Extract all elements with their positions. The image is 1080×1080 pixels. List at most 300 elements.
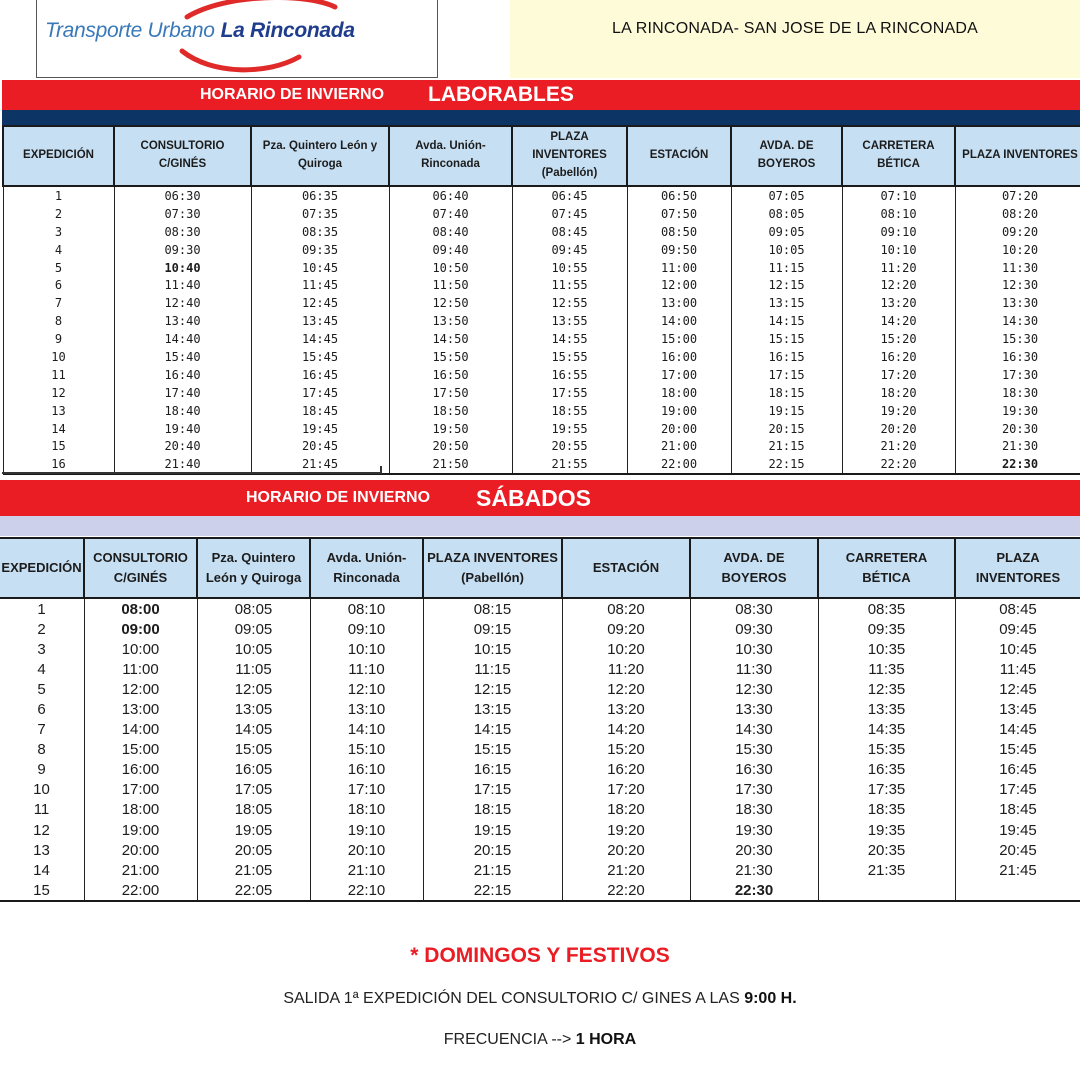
time-cell: 15:45: [251, 348, 389, 366]
time-cell: 17:45: [251, 384, 389, 402]
time-cell: 21:45: [955, 860, 1080, 880]
time-cell: 12:50: [389, 294, 512, 312]
time-cell: 08:30: [690, 598, 818, 619]
time-cell: 17:15: [423, 780, 562, 800]
time-cell: 10:45: [955, 639, 1080, 659]
time-cell: 14:05: [197, 720, 310, 740]
saturdays-column-header: EXPEDICIÓN: [0, 538, 84, 598]
time-cell: 16:30: [690, 760, 818, 780]
table-row: [3, 437, 1080, 455]
time-cell: 13:55: [512, 312, 627, 330]
time-cell: 15:35: [818, 740, 955, 760]
time-cell: 21:40: [114, 455, 251, 474]
time-cell: 10:00: [84, 639, 197, 659]
time-cell: 08:35: [818, 598, 955, 619]
time-cell: 20:45: [251, 437, 389, 455]
trip-number-cell: 11: [3, 366, 114, 384]
time-cell: 16:10: [310, 760, 423, 780]
time-cell: 21:45: [251, 455, 389, 474]
time-cell: 13:45: [251, 312, 389, 330]
time-cell: 10:05: [731, 241, 842, 259]
time-cell: 18:40: [114, 402, 251, 420]
trip-number-cell: 2: [0, 619, 84, 639]
time-cell: 22:20: [562, 880, 690, 901]
time-cell: 14:35: [818, 720, 955, 740]
time-cell: 15:15: [423, 740, 562, 760]
time-cell: 07:40: [389, 205, 512, 223]
time-cell: 08:00: [84, 598, 197, 619]
time-cell: 14:10: [310, 720, 423, 740]
time-cell: 09:00: [84, 619, 197, 639]
time-cell: 09:05: [731, 223, 842, 241]
time-cell: 17:20: [842, 366, 955, 384]
time-cell: 18:00: [84, 800, 197, 820]
table-row: [0, 760, 1080, 780]
time-cell: 20:15: [423, 840, 562, 860]
time-cell: 19:10: [310, 820, 423, 840]
time-cell: 13:00: [84, 699, 197, 719]
time-cell: 11:05: [197, 659, 310, 679]
weekday-banner-season: HORARIO DE INVIERNO: [200, 86, 385, 103]
time-cell: 14:20: [562, 720, 690, 740]
time-cell: 13:10: [310, 699, 423, 719]
time-cell: 12:40: [114, 294, 251, 312]
time-cell: 11:00: [84, 659, 197, 679]
time-cell: 08:20: [562, 598, 690, 619]
time-cell: 14:30: [690, 720, 818, 740]
weekdays-column-header: CARRETERA BÉTICA: [842, 126, 955, 186]
company-logo: [36, 0, 438, 78]
time-cell: 14:00: [84, 720, 197, 740]
trip-number-cell: 4: [3, 241, 114, 259]
table-row: [3, 330, 1080, 348]
table-row: [3, 294, 1080, 312]
trip-number-cell: 10: [3, 348, 114, 366]
time-cell: 17:00: [84, 780, 197, 800]
trip-number-cell: 13: [0, 840, 84, 860]
table-row: [3, 205, 1080, 223]
time-cell: 13:20: [562, 699, 690, 719]
saturdays-column-header: PLAZA INVENTORES: [955, 538, 1080, 598]
time-cell: 19:20: [842, 402, 955, 420]
time-cell: 14:30: [955, 312, 1080, 330]
time-cell: 10:10: [842, 241, 955, 259]
trip-number-cell: 7: [0, 720, 84, 740]
time-cell: 18:10: [310, 800, 423, 820]
time-cell: 13:15: [423, 699, 562, 719]
trip-number-cell: 12: [3, 384, 114, 402]
time-cell: 21:20: [842, 437, 955, 455]
time-cell: 21:00: [627, 437, 731, 455]
time-cell: 16:55: [512, 366, 627, 384]
time-cell: 08:05: [731, 205, 842, 223]
sundays-frequency: [0, 1031, 1080, 1049]
weekdays-column-header: EXPEDICIÓN: [3, 126, 114, 186]
time-cell: 21:05: [197, 860, 310, 880]
time-cell: 10:05: [197, 639, 310, 659]
time-cell: 12:20: [562, 679, 690, 699]
time-cell: 18:45: [955, 800, 1080, 820]
time-cell: 20:05: [197, 840, 310, 860]
time-cell: 16:45: [251, 366, 389, 384]
time-cell: 19:00: [627, 402, 731, 420]
time-cell: 08:10: [842, 205, 955, 223]
time-cell: 07:05: [731, 186, 842, 205]
time-cell: 17:20: [562, 780, 690, 800]
time-cell: 19:35: [818, 820, 955, 840]
time-cell: 13:30: [955, 294, 1080, 312]
saturday-rows: [0, 598, 1080, 901]
time-cell: 14:20: [842, 312, 955, 330]
weekdays-column-header: CONSULTORIO C/GINÉS: [114, 126, 251, 186]
table-row: [0, 699, 1080, 719]
trip-number-cell: 14: [0, 860, 84, 880]
time-cell: 14:50: [389, 330, 512, 348]
time-cell: 11:35: [818, 659, 955, 679]
time-cell: 07:30: [114, 205, 251, 223]
time-cell: 12:30: [955, 276, 1080, 294]
time-cell: 09:40: [389, 241, 512, 259]
time-cell: 15:10: [310, 740, 423, 760]
time-cell: 14:45: [251, 330, 389, 348]
time-cell: 09:15: [423, 619, 562, 639]
time-cell: 13:40: [114, 312, 251, 330]
time-cell: 09:35: [818, 619, 955, 639]
time-cell: 07:35: [251, 205, 389, 223]
trip-number-cell: 16: [3, 455, 114, 474]
table-row: [0, 800, 1080, 820]
time-cell: 08:35: [251, 223, 389, 241]
time-cell: 16:00: [84, 760, 197, 780]
weekday-header-row: [3, 126, 1080, 186]
time-cell: 10:15: [423, 639, 562, 659]
saturday-schedule-table: [0, 537, 1080, 902]
saturdays-column-header: PLAZA INVENTORES (Pabellón): [423, 538, 562, 598]
time-cell: 11:10: [310, 659, 423, 679]
time-cell: 12:55: [512, 294, 627, 312]
time-cell: 09:50: [627, 241, 731, 259]
time-cell: 16:15: [731, 348, 842, 366]
time-cell: 21:15: [423, 860, 562, 880]
time-cell: 19:45: [955, 820, 1080, 840]
table-row: [0, 780, 1080, 800]
time-cell: 17:35: [818, 780, 955, 800]
time-cell: 17:50: [389, 384, 512, 402]
time-cell: 22:30: [955, 455, 1080, 474]
trip-number-cell: 14: [3, 420, 114, 438]
time-cell: 10:45: [251, 259, 389, 277]
time-cell: 06:45: [512, 186, 627, 205]
trip-number-cell: 1: [0, 598, 84, 619]
time-cell: 17:55: [512, 384, 627, 402]
time-cell: 07:45: [512, 205, 627, 223]
time-cell: 17:30: [955, 366, 1080, 384]
time-cell: 13:35: [818, 699, 955, 719]
trip-number-cell: 9: [0, 760, 84, 780]
time-cell: 15:55: [512, 348, 627, 366]
time-cell: 17:00: [627, 366, 731, 384]
time-cell: 11:20: [562, 659, 690, 679]
time-cell: 18:15: [423, 800, 562, 820]
time-cell: 13:20: [842, 294, 955, 312]
table-row: [3, 223, 1080, 241]
time-cell: 09:10: [310, 619, 423, 639]
time-cell: 20:20: [562, 840, 690, 860]
time-cell: 06:50: [627, 186, 731, 205]
saturdays-column-header: ESTACIÓN: [562, 538, 690, 598]
time-cell: 19:00: [84, 820, 197, 840]
time-cell: 08:20: [955, 205, 1080, 223]
time-cell: 10:30: [690, 639, 818, 659]
time-cell: 16:30: [955, 348, 1080, 366]
time-cell: 15:20: [842, 330, 955, 348]
table-row: [0, 720, 1080, 740]
time-cell: 16:05: [197, 760, 310, 780]
time-cell: 22:00: [627, 455, 731, 474]
time-cell: 07:10: [842, 186, 955, 205]
time-cell: 21:55: [512, 455, 627, 474]
time-cell: 08:30: [114, 223, 251, 241]
sundays-first-departure: [0, 990, 1080, 1008]
time-cell: 11:50: [389, 276, 512, 294]
table-row: [0, 860, 1080, 880]
time-cell: 14:40: [114, 330, 251, 348]
trip-number-cell: 3: [3, 223, 114, 241]
time-cell: 22:00: [84, 880, 197, 901]
route-title: LA RINCONADA- SAN JOSE DE LA RINCONADA: [612, 20, 978, 37]
logo-text: [45, 19, 355, 43]
time-cell: 17:45: [955, 780, 1080, 800]
time-cell: 11:20: [842, 259, 955, 277]
saturday-divider-strip: [0, 516, 1080, 536]
time-cell: 14:00: [627, 312, 731, 330]
time-cell: 20:50: [389, 437, 512, 455]
time-cell: 16:00: [627, 348, 731, 366]
table-row: [3, 384, 1080, 402]
time-cell: 20:10: [310, 840, 423, 860]
time-cell: 19:15: [731, 402, 842, 420]
sundays-frequency-value: 1 HORA: [575, 1031, 637, 1048]
time-cell: 20:30: [690, 840, 818, 860]
time-cell: 16:20: [842, 348, 955, 366]
time-cell: 12:10: [310, 679, 423, 699]
time-cell: 12:05: [197, 679, 310, 699]
time-cell: 21:10: [310, 860, 423, 880]
time-cell: 15:30: [690, 740, 818, 760]
logo-text-bold: La Rinconada: [220, 19, 355, 42]
time-cell: 15:50: [389, 348, 512, 366]
time-cell: 21:30: [690, 860, 818, 880]
table-row: [3, 259, 1080, 277]
trip-number-cell: 2: [3, 205, 114, 223]
weekdays-column-header: ESTACIÓN: [627, 126, 731, 186]
time-cell: 19:45: [251, 420, 389, 438]
weekday-rows: [3, 186, 1080, 474]
time-cell: 15:15: [731, 330, 842, 348]
time-cell: 20:00: [627, 420, 731, 438]
time-cell: [818, 880, 955, 901]
time-cell: 09:35: [251, 241, 389, 259]
time-cell: 14:15: [423, 720, 562, 740]
time-cell: 08:15: [423, 598, 562, 619]
weekday-divider-strip: [2, 110, 1080, 125]
time-cell: 19:15: [423, 820, 562, 840]
weekdays-column-header: Pza. Quintero León y Quiroga: [251, 126, 389, 186]
time-cell: 16:40: [114, 366, 251, 384]
time-cell: 20:40: [114, 437, 251, 455]
time-cell: 12:00: [84, 679, 197, 699]
time-cell: 19:55: [512, 420, 627, 438]
time-cell: 06:35: [251, 186, 389, 205]
time-cell: 15:00: [84, 740, 197, 760]
time-cell: 11:15: [731, 259, 842, 277]
time-cell: 15:20: [562, 740, 690, 760]
time-cell: 12:20: [842, 276, 955, 294]
time-cell: 20:20: [842, 420, 955, 438]
time-cell: 19:20: [562, 820, 690, 840]
time-cell: 09:30: [114, 241, 251, 259]
logo-text-regular: Transporte Urbano: [45, 19, 215, 42]
trip-number-cell: 6: [0, 699, 84, 719]
saturday-banner-day: SÁBADOS: [476, 484, 592, 511]
time-cell: 19:05: [197, 820, 310, 840]
table-row: [0, 639, 1080, 659]
weekdays-column-header: PLAZA INVENTORES (Pabellón): [512, 126, 627, 186]
trip-number-cell: 15: [3, 437, 114, 455]
trip-number-cell: 5: [0, 679, 84, 699]
time-cell: 21:35: [818, 860, 955, 880]
time-cell: 20:45: [955, 840, 1080, 860]
time-cell: 20:30: [955, 420, 1080, 438]
time-cell: 18:50: [389, 402, 512, 420]
trip-number-cell: 3: [0, 639, 84, 659]
time-cell: 17:30: [690, 780, 818, 800]
time-cell: 18:20: [562, 800, 690, 820]
time-cell: 10:35: [818, 639, 955, 659]
time-cell: 16:45: [955, 760, 1080, 780]
time-cell: 22:30: [690, 880, 818, 901]
weekday-banner-day: LABORABLES: [428, 83, 574, 106]
time-cell: 21:00: [84, 860, 197, 880]
route-box: [510, 0, 1080, 78]
time-cell: 15:05: [197, 740, 310, 760]
time-cell: 10:10: [310, 639, 423, 659]
weekday-schedule-table: [2, 125, 1080, 475]
time-cell: 11:30: [955, 259, 1080, 277]
time-cell: 09:20: [955, 223, 1080, 241]
saturdays-column-header: CARRETERA BÉTICA: [818, 538, 955, 598]
time-cell: 18:20: [842, 384, 955, 402]
time-cell: 21:30: [955, 437, 1080, 455]
time-cell: 06:30: [114, 186, 251, 205]
time-cell: 12:15: [423, 679, 562, 699]
time-cell: 16:35: [818, 760, 955, 780]
trip-number-cell: 13: [3, 402, 114, 420]
time-cell: 14:15: [731, 312, 842, 330]
saturdays-column-header: AVDA. DE BOYEROS: [690, 538, 818, 598]
time-cell: 10:20: [562, 639, 690, 659]
time-cell: 20:00: [84, 840, 197, 860]
time-cell: 09:45: [512, 241, 627, 259]
saturday-banner: [0, 480, 1080, 516]
trip-number-cell: 1: [3, 186, 114, 205]
time-cell: 15:30: [955, 330, 1080, 348]
time-cell: 08:50: [627, 223, 731, 241]
time-cell: 12:45: [251, 294, 389, 312]
table-row: [0, 619, 1080, 639]
table-row: [0, 598, 1080, 619]
time-cell: 17:15: [731, 366, 842, 384]
table-row: [3, 186, 1080, 205]
time-cell: 10:40: [114, 259, 251, 277]
time-cell: 18:35: [818, 800, 955, 820]
trip-number-cell: 12: [0, 820, 84, 840]
saturday-header-row: [0, 538, 1080, 598]
time-cell: 11:55: [512, 276, 627, 294]
table-row: [3, 312, 1080, 330]
time-cell: 12:35: [818, 679, 955, 699]
time-cell: 08:05: [197, 598, 310, 619]
trip-number-cell: 8: [0, 740, 84, 760]
time-cell: 08:45: [955, 598, 1080, 619]
sundays-title: * DOMINGOS Y FESTIVOS: [410, 944, 670, 967]
weekdays-column-header: Avda. Unión- Rinconada: [389, 126, 512, 186]
saturdays-column-header: Avda. Unión- Rinconada: [310, 538, 423, 598]
time-cell: 22:05: [197, 880, 310, 901]
time-cell: 13:30: [690, 699, 818, 719]
time-cell: 12:30: [690, 679, 818, 699]
time-cell: 20:35: [818, 840, 955, 860]
table-row: [3, 348, 1080, 366]
time-cell: 13:45: [955, 699, 1080, 719]
trip-number-cell: 15: [0, 880, 84, 901]
time-cell: 08:10: [310, 598, 423, 619]
time-cell: 09:20: [562, 619, 690, 639]
table-row: [0, 840, 1080, 860]
sundays-frequency-text: FRECUENCIA -->: [443, 1031, 572, 1048]
time-cell: 14:55: [512, 330, 627, 348]
table-row: [0, 740, 1080, 760]
time-cell: 17:05: [197, 780, 310, 800]
time-cell: 21:50: [389, 455, 512, 474]
sundays-first-departure-time: 9:00 H.: [744, 990, 797, 1007]
time-cell: 13:15: [731, 294, 842, 312]
time-cell: 07:50: [627, 205, 731, 223]
table-row: [3, 241, 1080, 259]
trip-number-cell: 6: [3, 276, 114, 294]
table-row: [0, 679, 1080, 699]
section-divider-tick: [380, 466, 382, 474]
time-cell: 13:00: [627, 294, 731, 312]
table-row: [0, 659, 1080, 679]
time-cell: 20:15: [731, 420, 842, 438]
trip-number-cell: 8: [3, 312, 114, 330]
saturdays-column-header: CONSULTORIO C/GINÉS: [84, 538, 197, 598]
weekdays-column-header: PLAZA INVENTORES: [955, 126, 1080, 186]
trip-number-cell: 11: [0, 800, 84, 820]
time-cell: 18:00: [627, 384, 731, 402]
time-cell: 13:50: [389, 312, 512, 330]
time-cell: 17:10: [310, 780, 423, 800]
weekday-banner: [2, 80, 1080, 110]
time-cell: 16:15: [423, 760, 562, 780]
trip-number-cell: 4: [0, 659, 84, 679]
time-cell: 11:45: [955, 659, 1080, 679]
time-cell: 18:30: [955, 384, 1080, 402]
time-cell: 12:45: [955, 679, 1080, 699]
time-cell: 10:20: [955, 241, 1080, 259]
saturday-banner-season: HORARIO DE INVIERNO: [246, 489, 431, 506]
